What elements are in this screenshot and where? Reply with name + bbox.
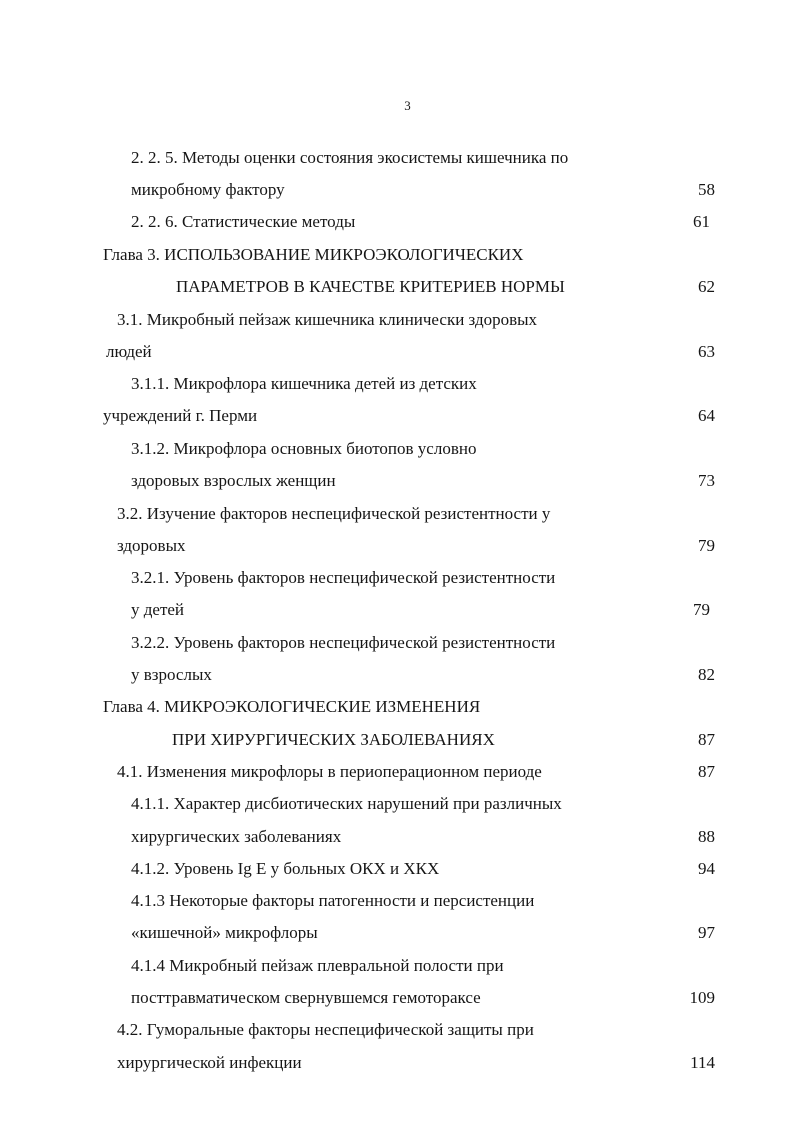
toc-entry-title: здоровых взрослых женщин: [131, 471, 336, 490]
toc-entry-title: Глава 3. ИСПОЛЬЗОВАНИЕ МИКРОЭКОЛОГИЧЕСКИХ: [103, 245, 524, 264]
toc-entry-title: хирургических заболеваниях: [131, 827, 342, 846]
toc-entry-page: 79: [698, 536, 715, 555]
toc-entry-page: 79: [693, 600, 710, 619]
toc-entry-page: 87: [698, 730, 715, 749]
toc-entry-title: 4.1.2. Уровень Ig E у больных ОКХ и ХКХ: [131, 859, 440, 878]
toc-entry-page: 58: [698, 180, 715, 199]
toc-entry-title: хирургической инфекции: [117, 1053, 302, 1072]
toc-entry-title: 3.2.2. Уровень факторов неспецифической резистентности: [131, 633, 556, 652]
toc-entry-title: 3.1.2. Микрофлора основных биотопов условно: [131, 439, 477, 458]
toc-entry-title: 3.1. Микробный пейзаж кишечника клинически здоровых: [117, 310, 538, 329]
toc-entry-title: «кишечной» микрофлоры: [131, 923, 318, 942]
toc-entry-title: 2. 2. 6. Статистические методы: [131, 212, 356, 231]
toc-entry-page: 97: [698, 923, 715, 942]
page-number: 3: [404, 98, 411, 113]
toc-entry-page: 114: [690, 1053, 715, 1072]
toc-entry-title: 2. 2. 5. Методы оценки состояния экосистемы кишечника по: [131, 148, 569, 167]
toc-entry-page: 73: [698, 471, 715, 490]
toc-entry-page: 61: [693, 212, 710, 231]
toc-entry-page: 94: [698, 859, 715, 878]
toc-entry-page: 82: [698, 665, 715, 684]
toc-entry-page: 88: [698, 827, 715, 846]
toc-entry-title: ПРИ ХИРУРГИЧЕСКИХ ЗАБОЛЕВАНИЯХ: [172, 730, 495, 749]
toc-entry-title: микробному фактору: [131, 180, 285, 199]
toc-entry-title: Глава 4. МИКРОЭКОЛОГИЧЕСКИЕ ИЗМЕНЕНИЯ: [103, 697, 481, 716]
toc-entry-title: людей: [106, 342, 152, 361]
toc-entry-title: у детей: [131, 600, 185, 619]
toc-entry-title: 3.2. Изучение факторов неспецифической резистентности у: [117, 504, 551, 523]
toc-entry-title: 3.1.1. Микрофлора кишечника детей из детских: [131, 374, 477, 393]
toc-entry-page: 64: [698, 406, 715, 425]
toc-entry-title: посттравматическом свернувшемся гемотораксе: [131, 988, 481, 1007]
toc-entry-title: учреждений г. Перми: [103, 406, 258, 425]
toc-entry-title: ПАРАМЕТРОВ В КАЧЕСТВЕ КРИТЕРИЕВ НОРМЫ: [176, 277, 565, 296]
toc-entry-title: у взрослых: [131, 665, 212, 684]
toc-entry-title: 4.1.4 Микробный пейзаж плевральной полости при: [131, 956, 504, 975]
toc-entry-title: 4.2. Гуморальные факторы неспецифической защиты при: [117, 1020, 534, 1039]
toc-entry-title: 4.1.3 Некоторые факторы патогенности и персистенции: [131, 891, 535, 910]
toc-entry-title: здоровых: [117, 536, 186, 555]
toc-entry-title: 4.1.1. Характер дисбиотических нарушений при различных: [131, 794, 562, 813]
toc-entry-page: 87: [698, 762, 715, 781]
toc-entry-title: 4.1. Изменения микрофлоры в периоперационном периоде: [117, 762, 542, 781]
toc-entry-title: 3.2.1. Уровень факторов неспецифической резистентности: [131, 568, 556, 587]
toc-entry-page: 63: [698, 342, 715, 361]
toc-entry-page: 109: [689, 988, 715, 1007]
toc-entry-page: 62: [698, 277, 715, 296]
